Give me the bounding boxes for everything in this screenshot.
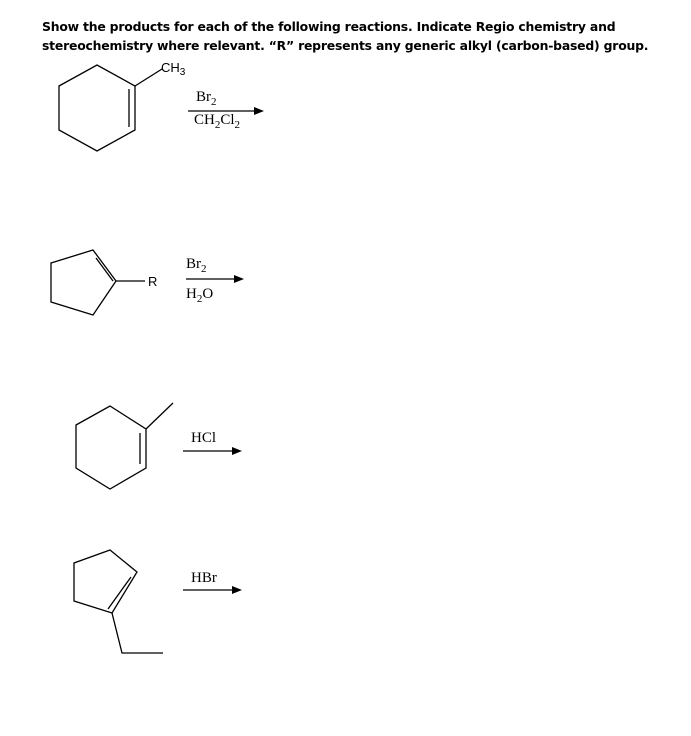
reagent-subscript: 2 (201, 263, 207, 275)
reagent-base: Br (196, 89, 211, 105)
cyclohexene-ring-2 (76, 406, 146, 489)
reaction-4 (74, 550, 242, 653)
reagent-subscript: 2 (196, 293, 203, 305)
cyclohexene-ring (59, 65, 135, 151)
alkylidene-cyclopentane-structure (51, 250, 145, 315)
arrow-head-3 (232, 447, 242, 455)
reagent-hbr: HBr (191, 570, 217, 586)
ethylcyclopentene-structure (74, 550, 163, 653)
reagent-base: Br (186, 256, 201, 272)
arrow-head-4 (232, 586, 242, 594)
reagent-br2-top (196, 89, 217, 108)
cyclopentene-ring (51, 250, 116, 315)
arrow-head-2 (234, 275, 244, 283)
ethyl-chain (112, 613, 163, 653)
reagent-atom: O (202, 286, 214, 302)
reaction-2 (51, 250, 244, 315)
reagent-atom: CH (194, 112, 215, 128)
reaction-1 (59, 60, 264, 151)
reagent-subscript: 2 (211, 96, 217, 108)
methylcyclohexene-structure-2 (76, 403, 173, 489)
reagent-solvent-bottom (194, 112, 240, 131)
reaction-3 (76, 403, 242, 489)
substituent-label-r: R (148, 274, 158, 289)
methyl-bond (135, 69, 162, 86)
reagent-atom: H (186, 286, 197, 302)
reagent-hcl: HCl (191, 430, 217, 446)
ch3-subscript: 3 (179, 67, 186, 78)
ring-double-bond-2 (96, 258, 113, 281)
methyl-bond-3 (146, 403, 173, 429)
ch3-letters: CH (161, 60, 180, 75)
reagent-atom: Cl (220, 112, 235, 128)
methylcyclohexene-structure (59, 65, 162, 151)
reagent-subscript: 2 (214, 119, 221, 131)
instructions-text: Show the products for each of the following reactions. Indicate Regio chemistry and stereochemistry where relevant. “R” represents any generic alkyl (carbon-based) group. (42, 19, 649, 53)
reagent-br2-top-2 (186, 256, 207, 275)
reagent-subscript: 2 (234, 119, 241, 131)
ring-double-bond-4 (108, 577, 131, 609)
reagent-water-bottom (186, 286, 213, 305)
substituent-label-ch3 (161, 60, 186, 78)
arrow-head-1 (254, 107, 264, 115)
